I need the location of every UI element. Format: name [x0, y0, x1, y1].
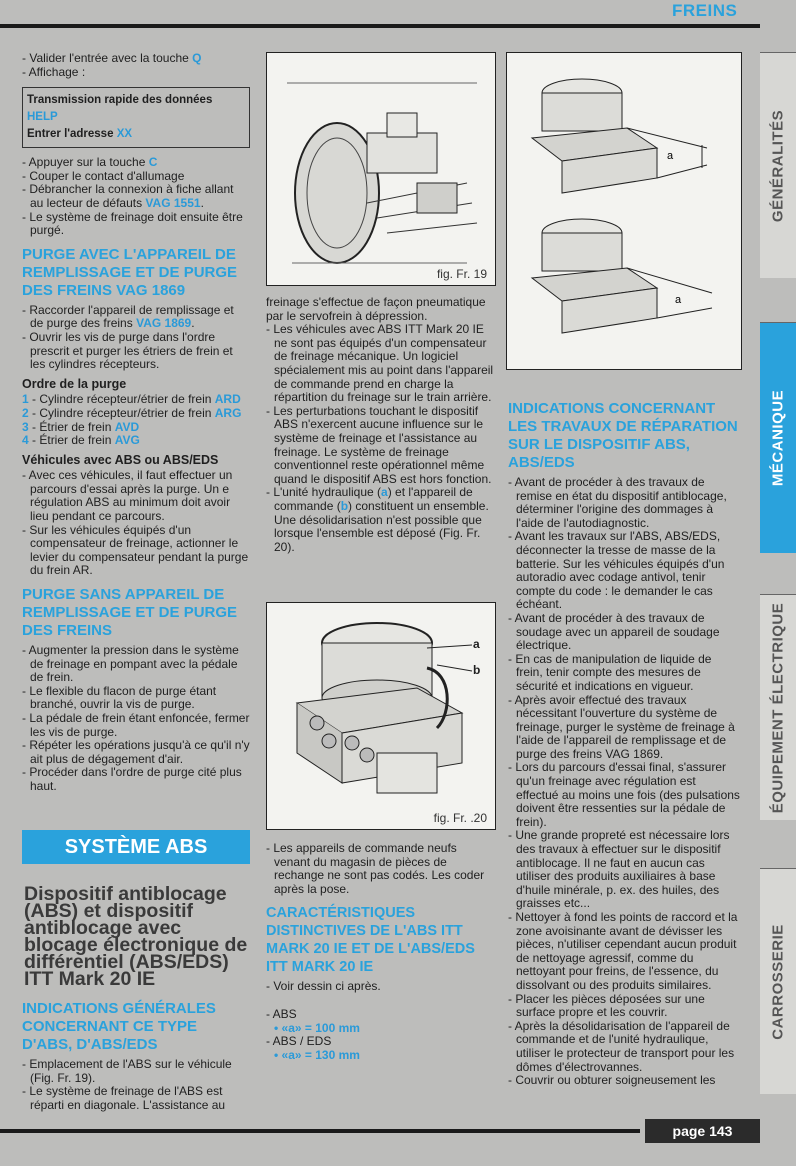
text-line: - Augmenter la pression dans le système de freinage en pompant avec la pédale de frein.	[22, 643, 239, 685]
figure-caption: fig. Fr. 19	[436, 267, 487, 281]
figure-fr19	[266, 52, 496, 286]
repair-item: - Avant de procéder à des travaux de soudage avec un appareil de soudage électrique.	[508, 610, 720, 653]
text-line: - Le flexible du flacon de purge étant branché, ouvrir la vis de purge.	[22, 683, 217, 712]
page-number: page 143	[645, 1119, 760, 1143]
text-line: - Procéder dans l'ordre de purge cité plus haut.	[22, 765, 242, 793]
vehicles-title: Véhicules avec ABS ou ABS/EDS	[22, 452, 219, 467]
text-line: - Raccorder l'appareil de remplissage et de purge des freins VAG 1869.	[22, 302, 234, 331]
text-line: - Les appareils de commande neufs venant du magasin de pièces de rechange ne sont pas codés. Les coder après la pose.	[266, 841, 485, 896]
column-2	[266, 296, 494, 554]
section-title: FREINS	[672, 1, 738, 20]
heading-purge-without: PURGE SANS APPAREIL DE REMPLISSAGE ET DE PURGE DES FREINS	[22, 586, 238, 640]
label-a: a	[473, 637, 480, 651]
repair-item: - En cas de manipulation de liquide de frein, tenir compte des mesures de sécurité et indications en vigueur.	[508, 651, 712, 693]
text-line: - Sur les véhicules équipés d'un compensateur de freinage, actionner le levier du compensateur pendant la purge du frein AR.	[22, 522, 249, 578]
repair-item: - Après avoir effectué des travaux nécessitant l'ouverture du système de freinage, purger le système de freinage à l'aide de l'appareil de remplissage et de purge des freins VAG 1869.	[508, 692, 735, 761]
text-line: - ABS / EDS	[266, 1034, 332, 1049]
repair-item: - Avant les travaux sur l'ABS, ABS/EDS, déconnecter la tresse de masse de la batterie. Sur les véhicules équipés d'un autoradio avec codage antivol, tenir compte du code : le demander le cas échéant.	[508, 529, 725, 612]
heading-general: INDICATIONS GÉNÉRALES CONCERNANT CE TYPE D'ABS, D'ABS/EDS	[22, 1000, 216, 1053]
abs-unit-top	[532, 79, 707, 193]
repair-item: - Après la désolidarisation de l'appareil de commande et de l'unité hydraulique, utiliser le protecteur de transport pour les dômes d'électrovannes.	[508, 1018, 735, 1074]
text-line: - Les véhicules avec ABS ITT Mark 20 IE ne sont pas équipés d'un compensateur de freinage mécanique. Un logiciel spécialement mis au point dans l'appareil de commande prend en charge la répartition du freinage sur le train arrière.	[266, 322, 494, 405]
repair-item: - Lors du parcours d'essai final, s'assurer qu'un freinage avec régulation est effectué au moins une fois (des pulsations doivent être ressenties sur la pédale de frein).	[508, 760, 740, 829]
column-1	[22, 52, 250, 794]
text-line: - Affichage :	[22, 64, 86, 79]
text-line: - Valider l'entrée avec la touche Q	[22, 51, 202, 65]
text-line: - Couper le contact d'allumage	[22, 168, 185, 183]
abs-main-title: Dispositif antiblocage (ABS) et dispositif antiblocage avec blocage électronique de différentiel (ABS/EDS) ITT Mark 20 IE	[24, 883, 248, 990]
dimension-abs-eds: • «a» = 130 mm	[274, 1047, 360, 1062]
abs-system-banner: SYSTÈME ABS	[22, 830, 250, 864]
text-line: - La pédale de frein étant enfoncée, fermer les vis de purge.	[22, 711, 250, 739]
text-line: - Le système de freinage de l'ABS est réparti en diagonale. L'assistance au	[22, 1084, 226, 1112]
figure-dimensions	[506, 52, 742, 370]
abs-unit-illustration	[267, 603, 495, 829]
order-item: 1 - Cylindre récepteur/étrier de frein ARD	[22, 392, 241, 407]
repair-item: - Une grande propreté est nécessaire lors des travaux à effectuer sur le dispositif antiblocage. Il ne faut en aucun cas utiliser des produits auxiliaires à base d'huile minérale, p. ex. des huiles, des graisses etc...	[508, 828, 730, 911]
abs-dimension-drawings	[507, 53, 741, 369]
tab-generalites[interactable]: GÉNÉRALITÉS	[760, 52, 796, 278]
heading-characteristics: CARACTÉRISTIQUES DISTINCTIVES DE L'ABS ITT MARK 20 IE ET DE L'ABS/EDS ITT MARK 20 IE	[266, 905, 475, 976]
dimension-abs: • «a» = 100 mm	[274, 1020, 360, 1035]
order-title: Ordre de la purge	[22, 376, 127, 391]
text-line: - Les perturbations touchant le dispositif ABS n'exercent aucune influence sur le système de freinage et l'assistance au freinage. Le système de freinage conventionnel reste opérationnel même quand le dispositif ABS est hors fonction.	[266, 403, 492, 486]
order-item: 3 - Étrier de frein AVD	[22, 419, 140, 434]
tab-carrosserie[interactable]: CARROSSERIE	[760, 868, 796, 1094]
abs-unit-bottom	[532, 219, 712, 333]
dim-a-upper: a	[667, 150, 674, 162]
column-1-bottom	[22, 1000, 250, 1112]
text-line: - Débrancher la connexion à fiche allant au lecteur de défauts VAG 1551.	[22, 182, 234, 210]
text-line: - L'unité hydraulique (a) et l'appareil de commande (b) constituent un ensemble. Une désolidarisation n'est possible que lorsque l'ensemble est déposé (Fig. Fr. 20).	[266, 485, 489, 554]
top-rule	[0, 24, 760, 28]
column-2-bottom	[266, 842, 494, 1062]
heading-purge-with: PURGE AVEC L'APPAREIL DE REMPLISSAGE ET DE PURGE DES FREINS VAG 1869	[22, 245, 238, 299]
display-box: Transmission rapide des données HELP Entrer l'adresse XX	[22, 87, 250, 148]
engine-bay-illustration	[267, 53, 495, 285]
text-line: - Ouvrir les vis de purge dans l'ordre prescrit et purger les étriers de frein et les cylindres récepteurs.	[22, 329, 233, 372]
repair-item: - Placer les pièces déposées sur une surface propre et les couvrir.	[508, 991, 705, 1020]
text-line: - Appuyer sur la touche C	[22, 155, 158, 170]
label-b: b	[473, 663, 481, 677]
repair-item: - Couvrir ou obturer soigneusement les	[508, 1073, 716, 1088]
text-line: - Répéter les opérations jusqu'à ce qu'il n'y ait plus de dégagement d'air.	[22, 738, 250, 766]
repair-item: - Nettoyer à fond les points de raccord et la zone avoisinante avant de dévisser les pièces, n'utiliser cependant aucun produit de nettoyage agressif, comme du nettoyant pour freins, de l'essence, du dissolvant ou des produits similaires.	[508, 910, 738, 992]
text-line: - ABS	[266, 1006, 297, 1021]
order-item: 4 - Étrier de frein AVG	[22, 433, 140, 448]
tab-mecanique[interactable]: MÉCANIQUE	[760, 322, 796, 553]
text-line: - Avec ces véhicules, il faut effectuer un parcours d'essai après la purge. Un e régulation ABS au minimum doit avoir lieu pendant ce parcours.	[22, 468, 233, 524]
figure-caption: fig. Fr. .20	[433, 811, 487, 825]
figure-fr20	[266, 602, 496, 830]
text-line: - Le système de freinage doit ensuite être purgé.	[22, 209, 243, 238]
tab-equipement-electrique[interactable]: ÉQUIPEMENT ÉLECTRIQUE	[760, 594, 796, 820]
text-line: - Emplacement de l'ABS sur le véhicule (Fig. Fr. 19).	[22, 1057, 232, 1085]
text-line: freinage s'effectue de façon pneumatique par le servofrein à dépression.	[266, 295, 486, 323]
text-line: - Voir dessin ci après.	[266, 979, 381, 994]
heading-repair: INDICATIONS CONCERNANT LES TRAVAUX DE RÉPARATION SUR LE DISPOSITIF ABS, ABS/EDS	[508, 400, 738, 471]
repair-item: - Avant de procéder à des travaux de remise en état du dispositif antiblocage, déterminer l'origine des dommages à l'aide de l'autodiagnostic.	[508, 475, 727, 530]
dim-a-lower: a	[675, 294, 682, 306]
column-3	[508, 400, 741, 1088]
bottom-rule	[0, 1129, 640, 1133]
order-item: 2 - Cylindre récepteur/étrier de frein ARG	[22, 405, 242, 420]
